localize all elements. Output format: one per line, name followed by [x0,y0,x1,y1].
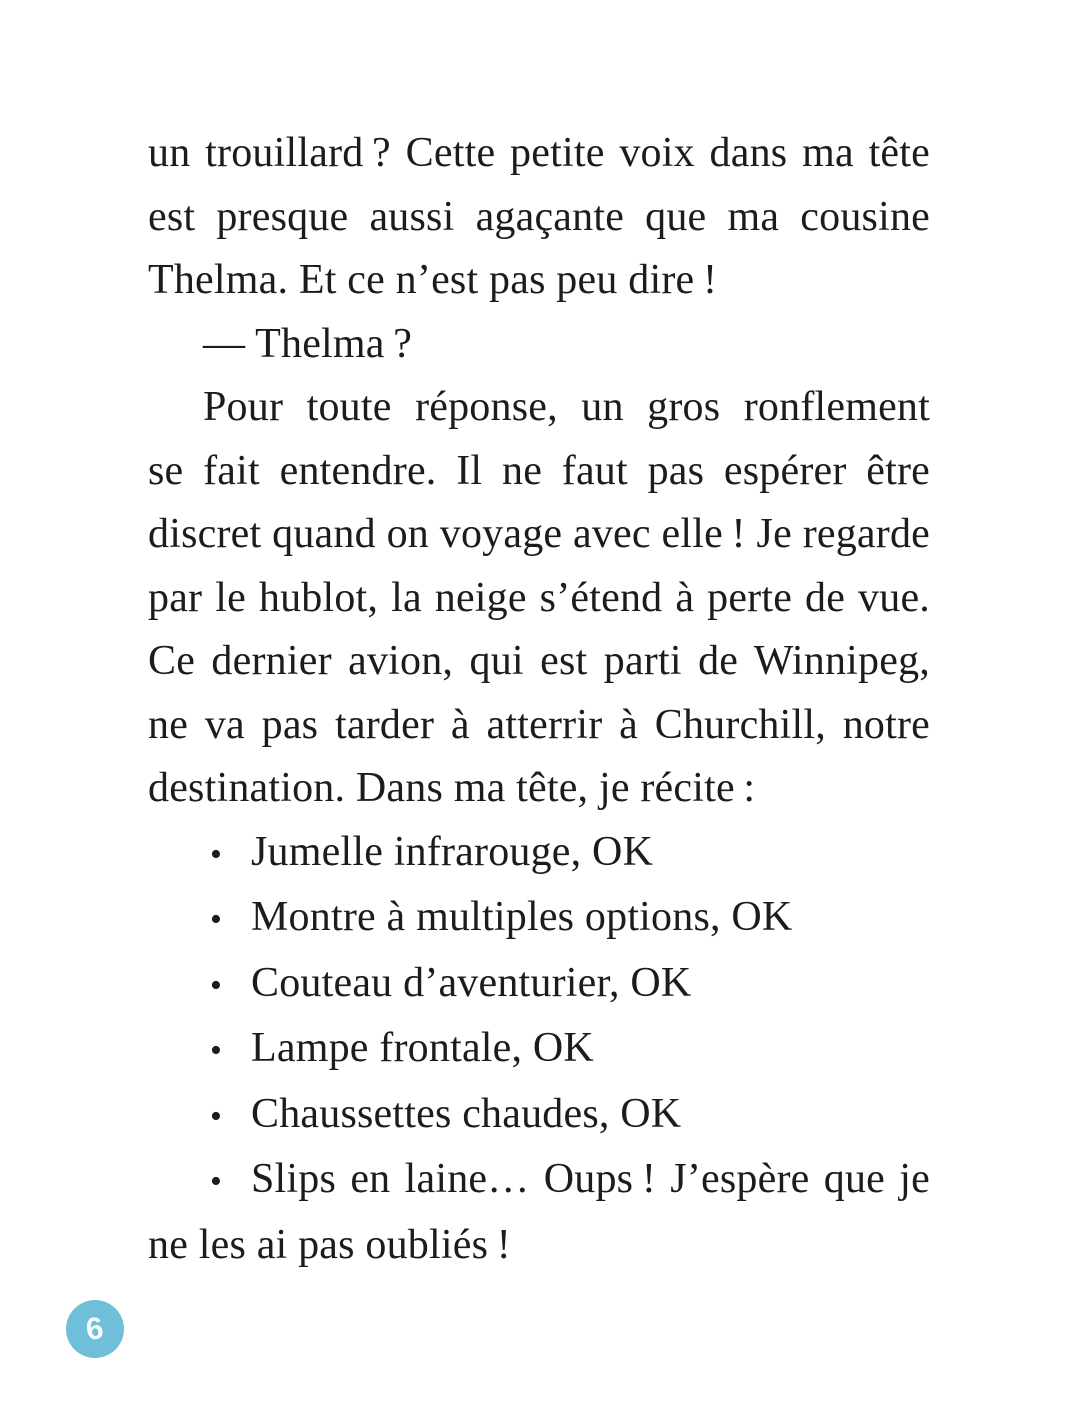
text-line [148,757,930,821]
text-line [148,122,930,186]
text-line-content: est presque aussi agaçante que ma cousine [148,193,930,240]
text-line [148,952,930,1018]
text-line [148,821,930,887]
text-line-content: Chaussettes chaudes, OK [251,1090,682,1137]
text-line-content: ne va pas tarder à atterrir à Churchill, notre [148,701,930,748]
text-line-content: destination. Dans ma tête, je récite : [148,765,756,811]
text-line [148,503,930,567]
text-line-content: Ce dernier avion, qui est parti de Winnipeg, [148,638,930,684]
text-line [148,1148,930,1214]
bullet-icon: • [210,835,223,873]
text-line-content: — Thelma ? [203,320,413,367]
bullet-icon: • [210,1097,223,1135]
text-line-content: Slips en laine… Oups ! J’espère que je [251,1156,930,1202]
text-line [148,376,930,440]
text-line-content: ne les ai pas oubliés ! [148,1221,511,1268]
bullet-icon: • [210,966,223,1004]
text-line-content: Couteau d’aventurier, OK [251,959,692,1006]
text-line [148,313,930,377]
text-line [148,440,930,504]
bullet-icon: • [210,1163,223,1200]
page-number: 6 [83,1309,106,1348]
text-line [148,630,930,694]
page-number-badge [66,1300,124,1358]
text-line [148,1017,930,1083]
text-line [148,567,930,631]
story-text-block [148,122,930,1277]
text-line-content: Montre à multiples options, OK [251,894,793,940]
text-line-content: discret quand on voyage avec elle ! Je regarde [148,511,930,557]
text-line [148,1083,930,1149]
text-line [148,886,930,952]
text-line [148,186,930,250]
text-line-content: se fait entendre. Il ne faut pas espérer être [148,447,930,494]
text-line-content: Thelma. Et ce n’est pas peu dire ! [148,257,718,303]
bullet-icon: • [210,901,223,938]
text-line-content: un trouillard ? Cette petite voix dans ma tête [148,130,930,176]
text-line-content: par le hublot, la neige s’étend à perte de vue. [148,574,930,621]
text-line-content: Lampe frontale, OK [251,1025,594,1071]
text-line-content: Jumelle infrarouge, OK [251,828,654,875]
text-line-content: Pour toute réponse, un gros ronflement [203,384,930,430]
text-line [148,1214,930,1278]
text-line [148,249,930,313]
text-line [148,694,930,758]
bullet-icon: • [210,1032,223,1069]
